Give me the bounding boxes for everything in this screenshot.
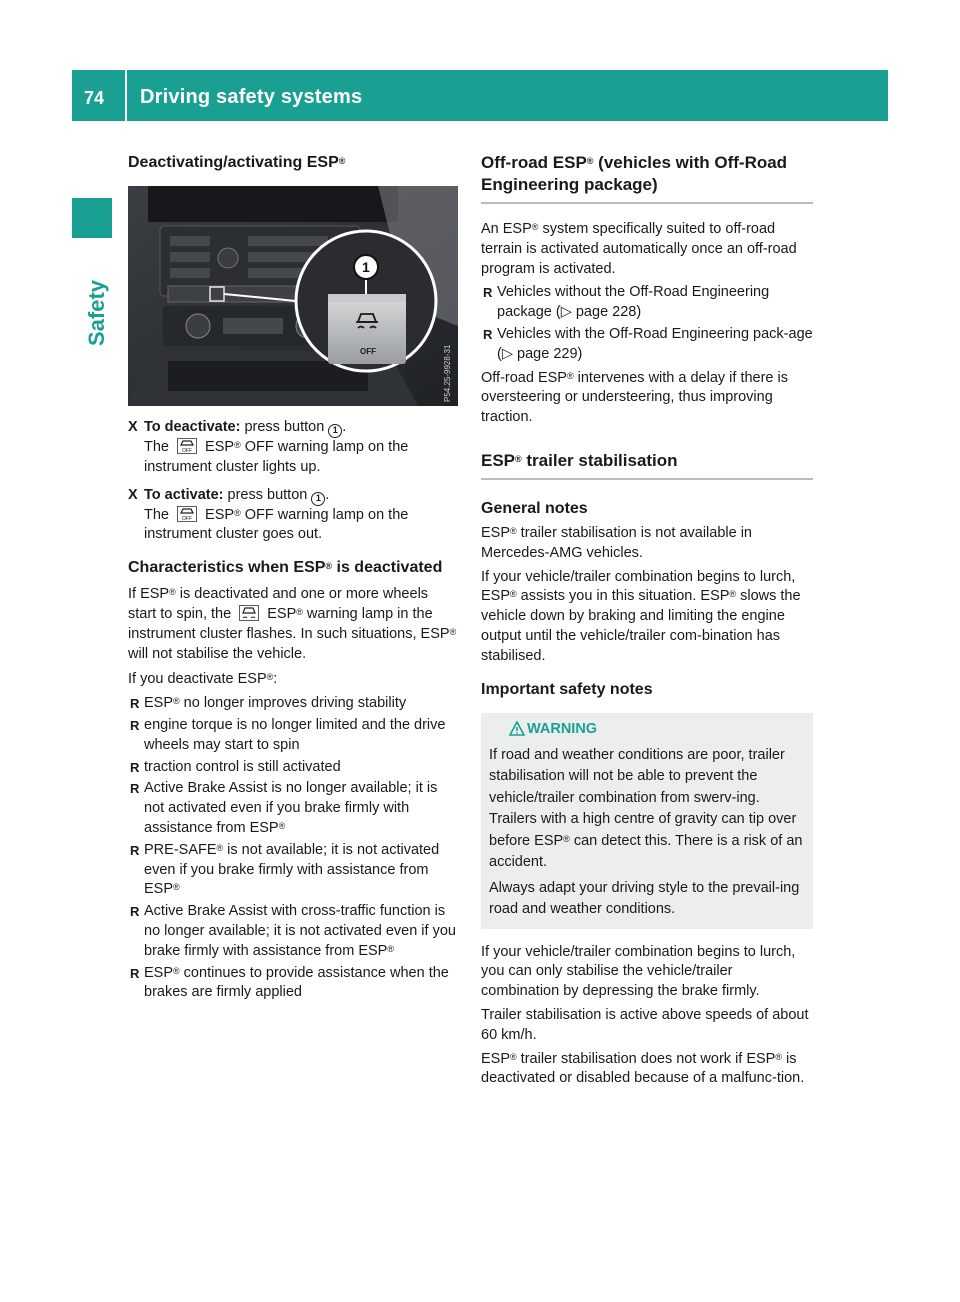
step-arrow-marker: X bbox=[128, 419, 138, 435]
svg-text:OFF: OFF bbox=[182, 515, 193, 522]
header-divider bbox=[125, 70, 127, 121]
right-column bbox=[481, 152, 813, 1089]
warning-header bbox=[489, 719, 805, 741]
deactivated-effects-list bbox=[128, 694, 460, 1003]
step-activate: X To activate: press button 1 . The OFF ESP® OFF warning lamp on the instrument cluster goes out. bbox=[128, 486, 409, 543]
page-number: 74 bbox=[84, 88, 105, 108]
image-callout-number: 1 bbox=[362, 259, 370, 275]
paragraph-malfunction: ESP® trailer stabilisation does not work if ESP® is deactivated or disabled because of a malfunc-tion. bbox=[481, 1050, 805, 1087]
subheading-general-notes: General notes bbox=[481, 499, 588, 517]
list-item: R Vehicles with the Off-Road Engineering pack-age (▷ page 229) bbox=[483, 325, 813, 362]
page-ref-arrow-icon: ▷ bbox=[560, 304, 572, 321]
warning-box bbox=[481, 713, 813, 929]
section-heading-deactivating: Deactivating/activating ESP® bbox=[128, 154, 346, 171]
section-rule bbox=[481, 478, 813, 480]
chapter-title: Driving safety systems bbox=[140, 86, 363, 108]
section-tab-marker bbox=[72, 198, 112, 238]
warning-triangle-icon bbox=[509, 721, 525, 737]
list-item: R Active Brake Assist is no longer available; it is not activated even if you brake firmly with assistance from ESP® bbox=[130, 780, 438, 836]
paragraph-lurch: If your vehicle/trailer combination begins to lurch, ESP® assists you in this situation. ESP® slows the vehicle down by braking and limiting the engine output until the vehicle/trailer com-bination has stabilised. bbox=[481, 568, 801, 664]
svg-text:OFF: OFF bbox=[360, 347, 376, 356]
subheading-important-safety: Important safety notes bbox=[481, 680, 653, 698]
paragraph-amg: ESP® trailer stabilisation is not available in Mercedes-AMG vehicles. bbox=[481, 524, 752, 561]
list-item: R ESP® continues to provide assistance when the brakes are firmly applied bbox=[130, 964, 449, 1001]
list-item: R ESP® no longer improves driving stability bbox=[130, 695, 407, 712]
paragraph-offroad-intro: An ESP® system specifically suited to off-road terrain is activated automatically once an off-road program is activated. bbox=[481, 221, 797, 277]
step-deactivate: X To deactivate: press button 1 . The OFF ESP® OFF warning lamp on the instrument cluster lights up. bbox=[128, 419, 409, 475]
list-item: R engine torque is no longer limited and the drive wheels may start to spin bbox=[130, 716, 446, 753]
svg-text:OFF: OFF bbox=[182, 448, 193, 454]
section-rule bbox=[481, 202, 813, 204]
warning-advice: Always adapt your driving style to the prevail-ing road and weather conditions. bbox=[489, 879, 800, 918]
paragraph-if-deactivate: If you deactivate ESP®: bbox=[128, 671, 278, 688]
list-item: R PRE-SAFE® is not available; it is not activated even if you brake firmly with assistance from ESP® bbox=[130, 841, 440, 898]
callout-one-icon: 1 bbox=[311, 492, 325, 506]
esp-off-lamp-icon bbox=[177, 438, 197, 454]
center-console-illustration bbox=[128, 186, 458, 406]
section-tab-label: Safety bbox=[84, 279, 109, 346]
page-ref-arrow-icon: ▷ bbox=[501, 345, 513, 362]
paragraph-offroad-delay: Off-road ESP® intervenes with a delay if there is oversteering or understeering, thus improving traction. bbox=[481, 369, 788, 426]
esp-button-photo bbox=[128, 186, 458, 406]
section-heading-offroad: Off-road ESP® (vehicles with Off-Road Engineering package) bbox=[481, 153, 788, 194]
list-item: R Vehicles without the Off-Road Engineering package (▷ page 228) bbox=[483, 284, 770, 321]
paragraph-speed: Trailer stabilisation is active above speeds of about 60 km/h. bbox=[481, 1006, 809, 1043]
callout-one-icon: 1 bbox=[328, 424, 342, 438]
warning-title: WARNING bbox=[527, 720, 598, 737]
warning-text: If road and weather conditions are poor, trailer stabilisation will not be able to prevent the vehicle/trailer combination from swerv-ing. Trailers with a high centre of gravity can tip over before ESP® can detect this. There is a risk of an accident. bbox=[489, 746, 803, 871]
esp-off-lamp-icon bbox=[177, 506, 197, 522]
section-heading-trailer: ESP® trailer stabilisation bbox=[481, 450, 678, 470]
paragraph-brake-firmly: If your vehicle/trailer combination begins to lurch, you can only stabilise the vehicle/trailer combination by depressing the brake firmly. bbox=[481, 943, 796, 1000]
list-item: R traction control is still activated bbox=[130, 758, 341, 775]
step-arrow-marker: X bbox=[128, 486, 138, 503]
left-column bbox=[128, 152, 460, 1003]
image-reference-code: P54.25-9928-31 bbox=[443, 344, 452, 402]
esp-warning-lamp-icon bbox=[239, 605, 259, 621]
section-heading-characteristics: Characteristics when ESP® is deactivated bbox=[128, 559, 443, 577]
list-item: R Active Brake Assist with cross-traffic function is no longer available; it is not activated even if you brake firmly with assistance from ESP® bbox=[130, 903, 456, 959]
paragraph-spin: If ESP® is deactivated and one or more wheels start to spin, the ESP® warning lamp in the instrument cluster flashes. In such situations, ESP® will not stabilise the vehicle. bbox=[128, 586, 457, 662]
